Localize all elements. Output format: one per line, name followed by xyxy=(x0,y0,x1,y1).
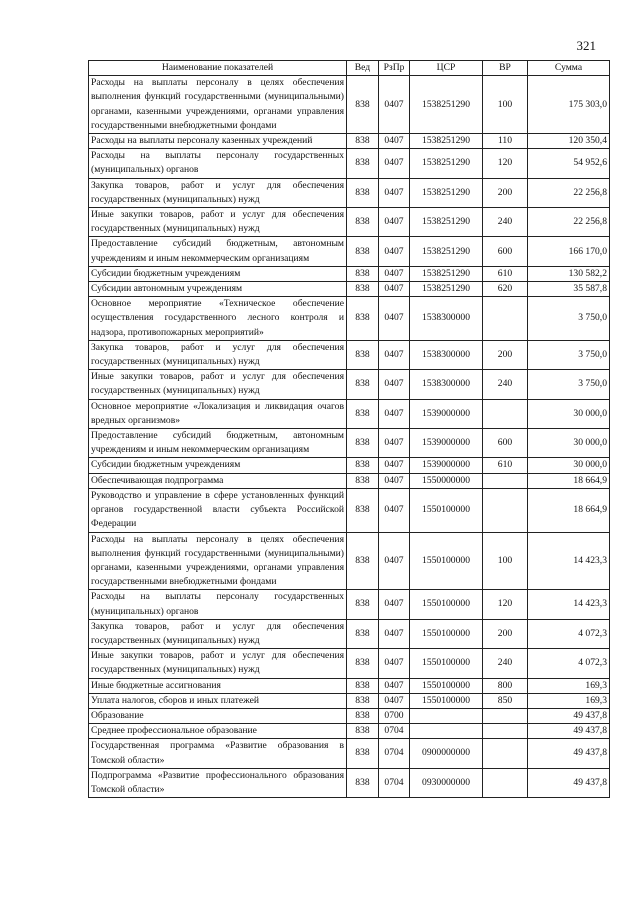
cell-sum: 18 664,9 xyxy=(528,488,610,532)
table-row xyxy=(89,399,610,428)
cell-vr xyxy=(483,488,528,532)
cell-vr xyxy=(483,768,528,797)
cell-csr: 1538300000 xyxy=(410,370,483,399)
cell-ved: 838 xyxy=(347,237,379,266)
cell-name: Расходы на выплаты персоналу в целях обеспечения выполнения функций государственными (муниципальными) органами, казенными учреждениями, органами управления государственными внебюджетными фондами xyxy=(89,76,347,134)
cell-csr: 1550100000 xyxy=(410,532,483,590)
cell-vr xyxy=(483,708,528,723)
cell-ved: 838 xyxy=(347,708,379,723)
cell-csr: 1550100000 xyxy=(410,678,483,693)
cell-sum: 49 437,8 xyxy=(528,768,610,797)
cell-name: Иные закупки товаров, работ и услуг для обеспечения государственных (муниципальных) нужд xyxy=(89,208,347,237)
table-row xyxy=(89,266,610,281)
cell-sum: 30 000,0 xyxy=(528,399,610,428)
header-csr: ЦСР xyxy=(410,61,483,76)
cell-rzpr: 0407 xyxy=(379,297,410,341)
header-ved: Вед xyxy=(347,61,379,76)
table-body xyxy=(89,76,610,798)
cell-rzpr: 0407 xyxy=(379,649,410,678)
cell-sum: 30 000,0 xyxy=(528,458,610,473)
table-row xyxy=(89,297,610,341)
cell-ved: 838 xyxy=(347,399,379,428)
table-row xyxy=(89,678,610,693)
cell-sum: 49 437,8 xyxy=(528,724,610,739)
cell-vr: 120 xyxy=(483,149,528,178)
cell-rzpr: 0407 xyxy=(379,678,410,693)
cell-name: Иные бюджетные ассигнования xyxy=(89,678,347,693)
cell-csr: 1538251290 xyxy=(410,134,483,149)
cell-vr xyxy=(483,739,528,768)
cell-vr: 120 xyxy=(483,590,528,619)
cell-ved: 838 xyxy=(347,178,379,207)
cell-ved: 838 xyxy=(347,473,379,488)
cell-rzpr: 0700 xyxy=(379,708,410,723)
cell-csr: 1550100000 xyxy=(410,590,483,619)
cell-name: Субсидии автономным учреждениям xyxy=(89,282,347,297)
cell-csr: 1550100000 xyxy=(410,619,483,648)
cell-rzpr: 0407 xyxy=(379,590,410,619)
cell-vr: 800 xyxy=(483,678,528,693)
cell-sum: 3 750,0 xyxy=(528,370,610,399)
cell-csr: 1550100000 xyxy=(410,693,483,708)
cell-ved: 838 xyxy=(347,76,379,134)
cell-csr: 1550000000 xyxy=(410,473,483,488)
cell-vr xyxy=(483,297,528,341)
cell-sum: 14 423,3 xyxy=(528,590,610,619)
table-row xyxy=(89,488,610,532)
cell-rzpr: 0704 xyxy=(379,768,410,797)
cell-vr xyxy=(483,724,528,739)
cell-ved: 838 xyxy=(347,134,379,149)
cell-rzpr: 0407 xyxy=(379,532,410,590)
cell-sum: 49 437,8 xyxy=(528,739,610,768)
cell-ved: 838 xyxy=(347,724,379,739)
table-row xyxy=(89,370,610,399)
cell-csr: 0900000000 xyxy=(410,739,483,768)
header-rzpr: РзПр xyxy=(379,61,410,76)
table-row xyxy=(89,708,610,723)
table-row xyxy=(89,178,610,207)
table-row xyxy=(89,237,610,266)
table-row xyxy=(89,429,610,458)
cell-name: Государственная программа «Развитие образования в Томской области» xyxy=(89,739,347,768)
cell-vr: 240 xyxy=(483,208,528,237)
cell-csr: 1539000000 xyxy=(410,429,483,458)
cell-rzpr: 0407 xyxy=(379,282,410,297)
table-row xyxy=(89,649,610,678)
cell-ved: 838 xyxy=(347,739,379,768)
header-sum: Сумма xyxy=(528,61,610,76)
cell-csr: 1538251290 xyxy=(410,237,483,266)
cell-sum: 18 664,9 xyxy=(528,473,610,488)
cell-name: Закупка товаров, работ и услуг для обеспечения государственных (муниципальных) нужд xyxy=(89,340,347,369)
cell-rzpr: 0407 xyxy=(379,473,410,488)
cell-csr: 1538251290 xyxy=(410,149,483,178)
cell-csr: 1538251290 xyxy=(410,76,483,134)
cell-name: Расходы на выплаты персоналу в целях обеспечения выполнения функций государственными (муниципальными) органами, казенными учреждениями, органами управления государственными внебюджетными фондами xyxy=(89,532,347,590)
cell-csr: 1538251290 xyxy=(410,208,483,237)
cell-vr: 850 xyxy=(483,693,528,708)
cell-ved: 838 xyxy=(347,208,379,237)
table-row xyxy=(89,590,610,619)
cell-name: Расходы на выплаты персоналу казенных учреждений xyxy=(89,134,347,149)
cell-csr: 0930000000 xyxy=(410,768,483,797)
cell-csr: 1538300000 xyxy=(410,340,483,369)
cell-vr: 200 xyxy=(483,619,528,648)
cell-name: Иные закупки товаров, работ и услуг для обеспечения государственных (муниципальных) нужд xyxy=(89,649,347,678)
cell-name: Среднее профессиональное образование xyxy=(89,724,347,739)
cell-csr xyxy=(410,724,483,739)
cell-rzpr: 0407 xyxy=(379,266,410,281)
table-row xyxy=(89,473,610,488)
cell-rzpr: 0407 xyxy=(379,488,410,532)
cell-name: Обеспечивающая подпрограмма xyxy=(89,473,347,488)
table-row xyxy=(89,76,610,134)
cell-sum: 54 952,6 xyxy=(528,149,610,178)
cell-rzpr: 0407 xyxy=(379,340,410,369)
cell-ved: 838 xyxy=(347,149,379,178)
cell-ved: 838 xyxy=(347,693,379,708)
cell-ved: 838 xyxy=(347,266,379,281)
cell-vr: 200 xyxy=(483,340,528,369)
page-number: 321 xyxy=(576,38,596,53)
table-row xyxy=(89,149,610,178)
cell-rzpr: 0407 xyxy=(379,429,410,458)
cell-sum: 120 350,4 xyxy=(528,134,610,149)
cell-csr: 1538300000 xyxy=(410,297,483,341)
table-row xyxy=(89,340,610,369)
cell-sum: 22 256,8 xyxy=(528,178,610,207)
cell-csr: 1539000000 xyxy=(410,458,483,473)
table-header-row xyxy=(89,61,610,76)
cell-rzpr: 0407 xyxy=(379,134,410,149)
cell-ved: 838 xyxy=(347,458,379,473)
table-row xyxy=(89,693,610,708)
cell-name: Руководство и управление в сфере установленных функций органов государственной власти субъекта Российской Федерации xyxy=(89,488,347,532)
cell-rzpr: 0704 xyxy=(379,739,410,768)
cell-ved: 838 xyxy=(347,370,379,399)
cell-sum: 4 072,3 xyxy=(528,619,610,648)
cell-name: Уплата налогов, сборов и иных платежей xyxy=(89,693,347,708)
table-row xyxy=(89,619,610,648)
cell-sum: 169,3 xyxy=(528,678,610,693)
cell-sum: 4 072,3 xyxy=(528,649,610,678)
cell-name: Иные закупки товаров, работ и услуг для обеспечения государственных (муниципальных) нужд xyxy=(89,370,347,399)
cell-ved: 838 xyxy=(347,429,379,458)
table-row xyxy=(89,458,610,473)
cell-sum: 14 423,3 xyxy=(528,532,610,590)
cell-vr: 100 xyxy=(483,532,528,590)
table-row xyxy=(89,768,610,797)
cell-rzpr: 0407 xyxy=(379,458,410,473)
cell-vr: 600 xyxy=(483,237,528,266)
cell-vr: 100 xyxy=(483,76,528,134)
cell-ved: 838 xyxy=(347,297,379,341)
table-row xyxy=(89,532,610,590)
cell-sum: 35 587,8 xyxy=(528,282,610,297)
cell-sum: 169,3 xyxy=(528,693,610,708)
cell-ved: 838 xyxy=(347,340,379,369)
cell-vr xyxy=(483,473,528,488)
cell-ved: 838 xyxy=(347,649,379,678)
cell-vr: 240 xyxy=(483,649,528,678)
cell-ved: 838 xyxy=(347,619,379,648)
cell-sum: 30 000,0 xyxy=(528,429,610,458)
cell-rzpr: 0407 xyxy=(379,693,410,708)
cell-vr xyxy=(483,399,528,428)
budget-table xyxy=(88,60,610,798)
cell-sum: 49 437,8 xyxy=(528,708,610,723)
table-row xyxy=(89,134,610,149)
cell-csr: 1538251290 xyxy=(410,282,483,297)
cell-name: Предоставление субсидий бюджетным, автономным учреждениям и иным некоммерческим организациям xyxy=(89,237,347,266)
cell-vr: 240 xyxy=(483,370,528,399)
table-row xyxy=(89,208,610,237)
cell-name: Образование xyxy=(89,708,347,723)
cell-ved: 838 xyxy=(347,488,379,532)
cell-csr: 1538251290 xyxy=(410,266,483,281)
cell-name: Расходы на выплаты персоналу государственных (муниципальных) органов xyxy=(89,149,347,178)
cell-sum: 3 750,0 xyxy=(528,297,610,341)
cell-vr: 600 xyxy=(483,429,528,458)
cell-vr: 110 xyxy=(483,134,528,149)
header-vr: ВР xyxy=(483,61,528,76)
cell-ved: 838 xyxy=(347,282,379,297)
cell-ved: 838 xyxy=(347,768,379,797)
cell-rzpr: 0407 xyxy=(379,399,410,428)
cell-sum: 3 750,0 xyxy=(528,340,610,369)
cell-csr: 1538251290 xyxy=(410,178,483,207)
cell-name: Субсидии бюджетным учреждениям xyxy=(89,266,347,281)
cell-name: Расходы на выплаты персоналу государственных (муниципальных) органов xyxy=(89,590,347,619)
cell-name: Подпрограмма «Развитие профессионального образования Томской области» xyxy=(89,768,347,797)
table-row xyxy=(89,724,610,739)
cell-sum: 166 170,0 xyxy=(528,237,610,266)
cell-name: Закупка товаров, работ и услуг для обеспечения государственных (муниципальных) нужд xyxy=(89,619,347,648)
cell-sum: 22 256,8 xyxy=(528,208,610,237)
cell-name: Субсидии бюджетным учреждениям xyxy=(89,458,347,473)
cell-vr: 610 xyxy=(483,458,528,473)
cell-csr xyxy=(410,708,483,723)
cell-csr: 1550100000 xyxy=(410,488,483,532)
cell-csr: 1539000000 xyxy=(410,399,483,428)
cell-rzpr: 0704 xyxy=(379,724,410,739)
cell-ved: 838 xyxy=(347,590,379,619)
cell-sum: 175 303,0 xyxy=(528,76,610,134)
cell-rzpr: 0407 xyxy=(379,76,410,134)
cell-vr: 610 xyxy=(483,266,528,281)
cell-rzpr: 0407 xyxy=(379,619,410,648)
cell-ved: 838 xyxy=(347,678,379,693)
cell-rzpr: 0407 xyxy=(379,149,410,178)
cell-name: Предоставление субсидий бюджетным, автономным учреждениям и иным некоммерческим организациям xyxy=(89,429,347,458)
header-name: Наименование показателей xyxy=(89,61,347,76)
cell-sum: 130 582,2 xyxy=(528,266,610,281)
cell-csr: 1550100000 xyxy=(410,649,483,678)
cell-rzpr: 0407 xyxy=(379,178,410,207)
cell-ved: 838 xyxy=(347,532,379,590)
cell-rzpr: 0407 xyxy=(379,208,410,237)
cell-name: Закупка товаров, работ и услуг для обеспечения государственных (муниципальных) нужд xyxy=(89,178,347,207)
cell-rzpr: 0407 xyxy=(379,370,410,399)
table-row xyxy=(89,739,610,768)
cell-name: Основное мероприятие «Локализация и ликвидация очагов вредных организмов» xyxy=(89,399,347,428)
cell-rzpr: 0407 xyxy=(379,237,410,266)
cell-vr: 620 xyxy=(483,282,528,297)
table-row xyxy=(89,282,610,297)
cell-vr: 200 xyxy=(483,178,528,207)
cell-name: Основное мероприятие «Техническое обеспечение осуществления государственного лесного контроля и надзора, противопожарных мероприятий» xyxy=(89,297,347,341)
